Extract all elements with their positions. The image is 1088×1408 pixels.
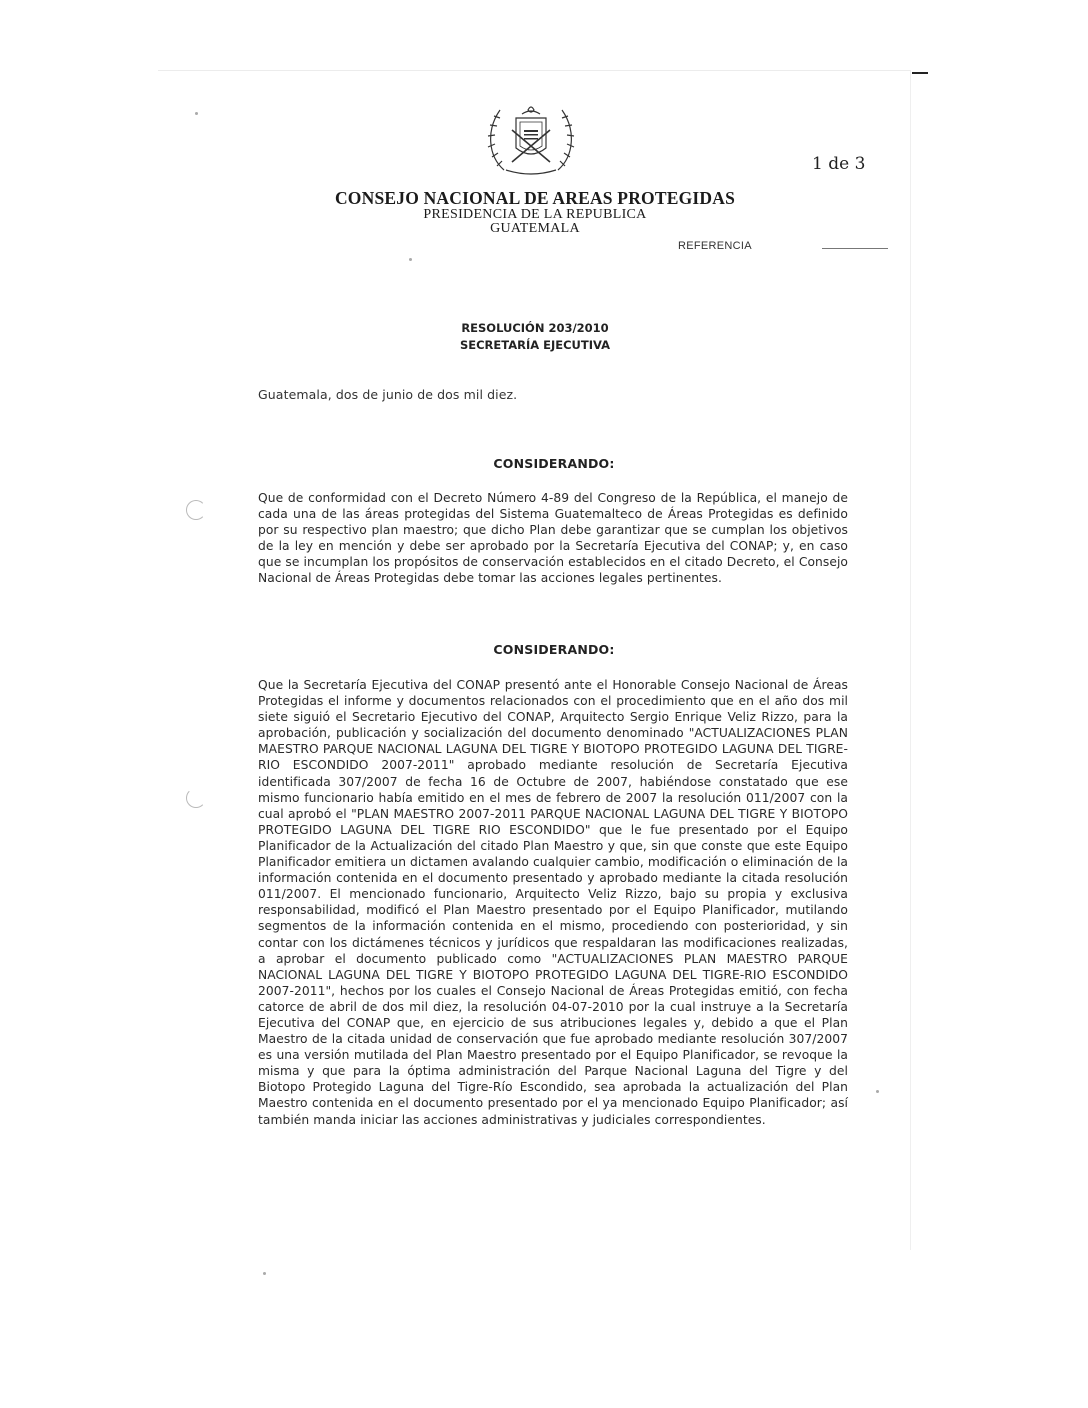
coat-of-arms-emblem [482, 100, 580, 176]
reference-blank-line [822, 248, 888, 249]
punch-hole-upper [186, 500, 206, 520]
country-line: GUATEMALA [490, 221, 580, 236]
resolution-number: RESOLUCIÓN 203/2010 [461, 321, 609, 335]
letterhead [300, 188, 770, 236]
punch-hole-lower [186, 788, 206, 808]
page-counter: 1 de 3 [812, 154, 866, 174]
section-heading: CONSIDERANDO: [493, 456, 615, 471]
scan-speck [195, 112, 198, 115]
dateline: Guatemala, dos de junio de dos mil diez. [258, 387, 518, 402]
scan-edge-top [158, 70, 910, 71]
scan-speck [409, 258, 412, 261]
section-heading: CONSIDERANDO: [493, 642, 615, 657]
scan-edge-right [910, 70, 911, 1250]
organization-name: CONSEJO NACIONAL DE AREAS PROTEGIDAS [334, 188, 736, 208]
resolution-issuer: SECRETARÍA EJECUTIVA [459, 338, 611, 352]
corner-mark [912, 72, 928, 74]
scan-speck [263, 1272, 266, 1275]
presidency-line: PRESIDENCIA DE LA REPUBLICA [423, 207, 647, 222]
resolution-title [390, 320, 680, 354]
section-paragraph: Que la Secretaría Ejecutiva del CONAP presentó ante el Honorable Consejo Nacional de Áreas Protegidas el informe y documentos relacionados con el procedimiento que en el año dos mil siete siguió el Secretario Ejecutivo del CONAP, Arquitecto Sergio Enrique Veliz Rizzo, para la aprobación, publicación y socialización del documento denominado "ACTUALIZACIONES PLAN MAESTRO PARQUE NACIONAL LAGUNA DEL TIGRE Y BIOTOPO PROTEGIDO LAGUNA DEL TIGRE-RIO ESCONDIDO 2007-2011" aprobado mediante resolución de Secretaría Ejecutiva identificada 307/2007 de fecha 16 de Octubre de 2007, habiéndose constatado que ese mismo funcionario había emitido en el mes de febrero de 2007 la resolución 011/2007 con la cual aprobó el "PLAN MAESTRO 2007-2011 PARQUE NACIONAL LAGUNA DEL TIGRE Y BIOTOPO PROTEGIDO LAGUNA DEL TIGRE RIO ESCONDIDO" que le fue presentado por el Equipo Planificador de la Actualización del citado Plan Maestro y que, sin que conste que este Equipo Planificador emitiera un dictamen avalando cualquier cambio, modificación o eliminación de la información contenida en el documento presentado y aprobado mediante la citada resolución 011/2007. El mencionado funcionario, Arquitecto Veliz Rizzo, bajo su propia y exclusiva responsabilidad, modificó el Plan Maestro presentado por el Equipo Planificador, mutilando segmentos de la información contenida en el mismo, procediendo con posterioridad, y sin contar con los dictámenes técnicos y jurídicos que respaldaran las modificaciones realizadas, a aprobar el documento publicado como "ACTUALIZACIONES PLAN MAESTRO PARQUE NACIONAL LAGUNA DEL TIGRE Y BIOTOPO PROTEGIDO LAGUNA DEL TIGRE-RIO ESCONDIDO 2007-2011", hechos por los cuales el Consejo Nacional de Áreas Protegidas emitió, con fecha catorce de abril de dos mil diez, la resolución 04-07-2010 por la cual instruye a la Secretaría Ejecutiva del CONAP que, en ejercicio de sus atribuciones legales y, debido a que el Plan Maestro de la citada unidad de conservación que fue aprobado mediante resolución 307/2007 es una versión mutilada del Plan Maestro presentado por el Equipo Planificador, se revoque la misma y que para la óptima administración del Parque Nacional Laguna del Tigre y del Biotopo Protegido Laguna del Tigre-Río Escondido, sea aprobada la actualización del Plan Maestro contenida en el documento presentado por el ya mencionado Equipo Planificador; así también manda iniciar las acciones administrativas y judiciales correspondientes. [258, 678, 848, 1127]
section-paragraph: Que de conformidad con el Decreto Número 4-89 del Congreso de la República, el manejo de cada una de las áreas protegidas del Sistema Guatemalteco de Áreas Protegidas es definido por su respectivo plan maestro; que dicho Plan debe garantizar que se cumplan los objetivos de la ley en mención y debe ser aprobado por la Secretaría Ejecutiva del CONAP; y, en caso que se incumplan los propósitos de conservación establecidos en el citado Decreto, el Consejo Nacional de Áreas Protegidas debe tomar las acciones legales pertinentes. [258, 491, 848, 586]
reference-label: REFERENCIA [678, 240, 752, 252]
scan-speck [876, 1090, 879, 1093]
